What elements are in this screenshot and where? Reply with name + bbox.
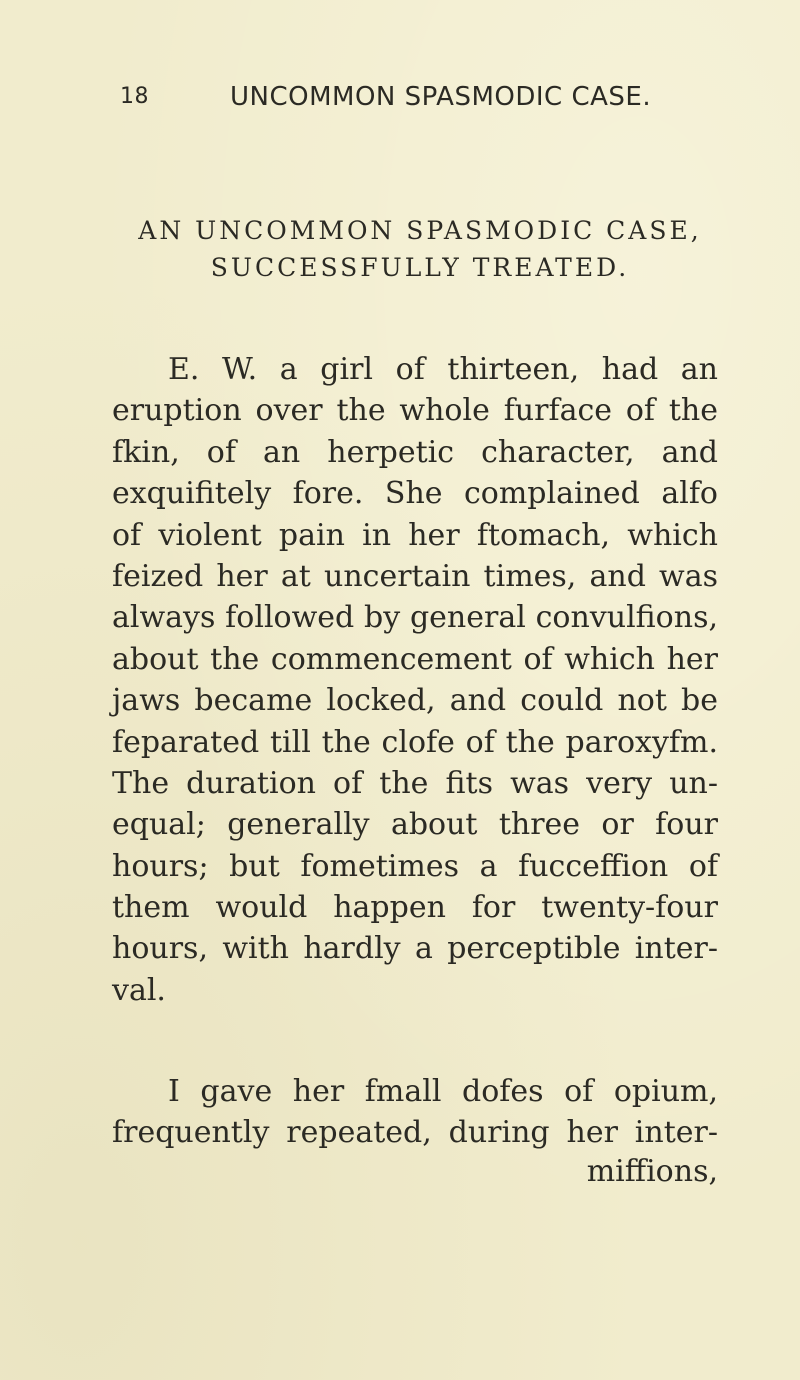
paragraph-line: The duration of the fits was very un- xyxy=(112,765,718,801)
paragraph-line: eruption over the whole furface of the xyxy=(112,393,718,429)
article-title-line-1: AN UNCOMMON SPASMODIC CASE, xyxy=(138,216,702,245)
paragraph-line: fkin, of an herpetic character, and xyxy=(112,434,718,470)
paragraph-line: of violent pain in her ftomach, which xyxy=(112,517,718,553)
paragraph-line: equal; generally about three or four xyxy=(112,807,718,843)
paragraph-line: E. W. a girl of thirteen, had an xyxy=(168,352,718,387)
page-number: 18 xyxy=(120,84,149,109)
article-title-line-2: SUCCESSFULLY TREATED. xyxy=(210,253,630,282)
paragraph-line: I gave her fmall dofes of opium, xyxy=(168,1074,718,1109)
paragraph-2 xyxy=(112,1071,718,1154)
article-title xyxy=(120,212,720,286)
paragraph-line: frequently repeated, during her inter- xyxy=(112,1115,718,1151)
paragraph-line: val. xyxy=(112,972,166,1008)
paragraph-line: them would happen for twenty-four xyxy=(112,890,718,926)
running-head-title: UNCOMMON SPASMODIC CASE. xyxy=(230,82,652,112)
catchword: miffions, xyxy=(586,1154,718,1189)
paragraph-line: exquifitely fore. She complained alfo xyxy=(112,476,718,512)
paragraph-line: feparated till the clofe of the paroxyfm. xyxy=(112,724,718,760)
paragraph-line: feized her at uncertain times, and was xyxy=(112,558,718,594)
paragraph-line: always followed by general convulfions, xyxy=(112,600,718,636)
paragraph-line: jaws became locked, and could not be xyxy=(112,683,718,719)
paragraph-line: hours; but fometimes a fucceffion of xyxy=(112,848,718,884)
paragraph-line: about the commencement of which her xyxy=(112,641,718,677)
paragraph-1 xyxy=(112,349,718,1011)
running-head xyxy=(120,82,740,122)
paragraph-line: hours, with hardly a perceptible inter- xyxy=(112,931,718,967)
